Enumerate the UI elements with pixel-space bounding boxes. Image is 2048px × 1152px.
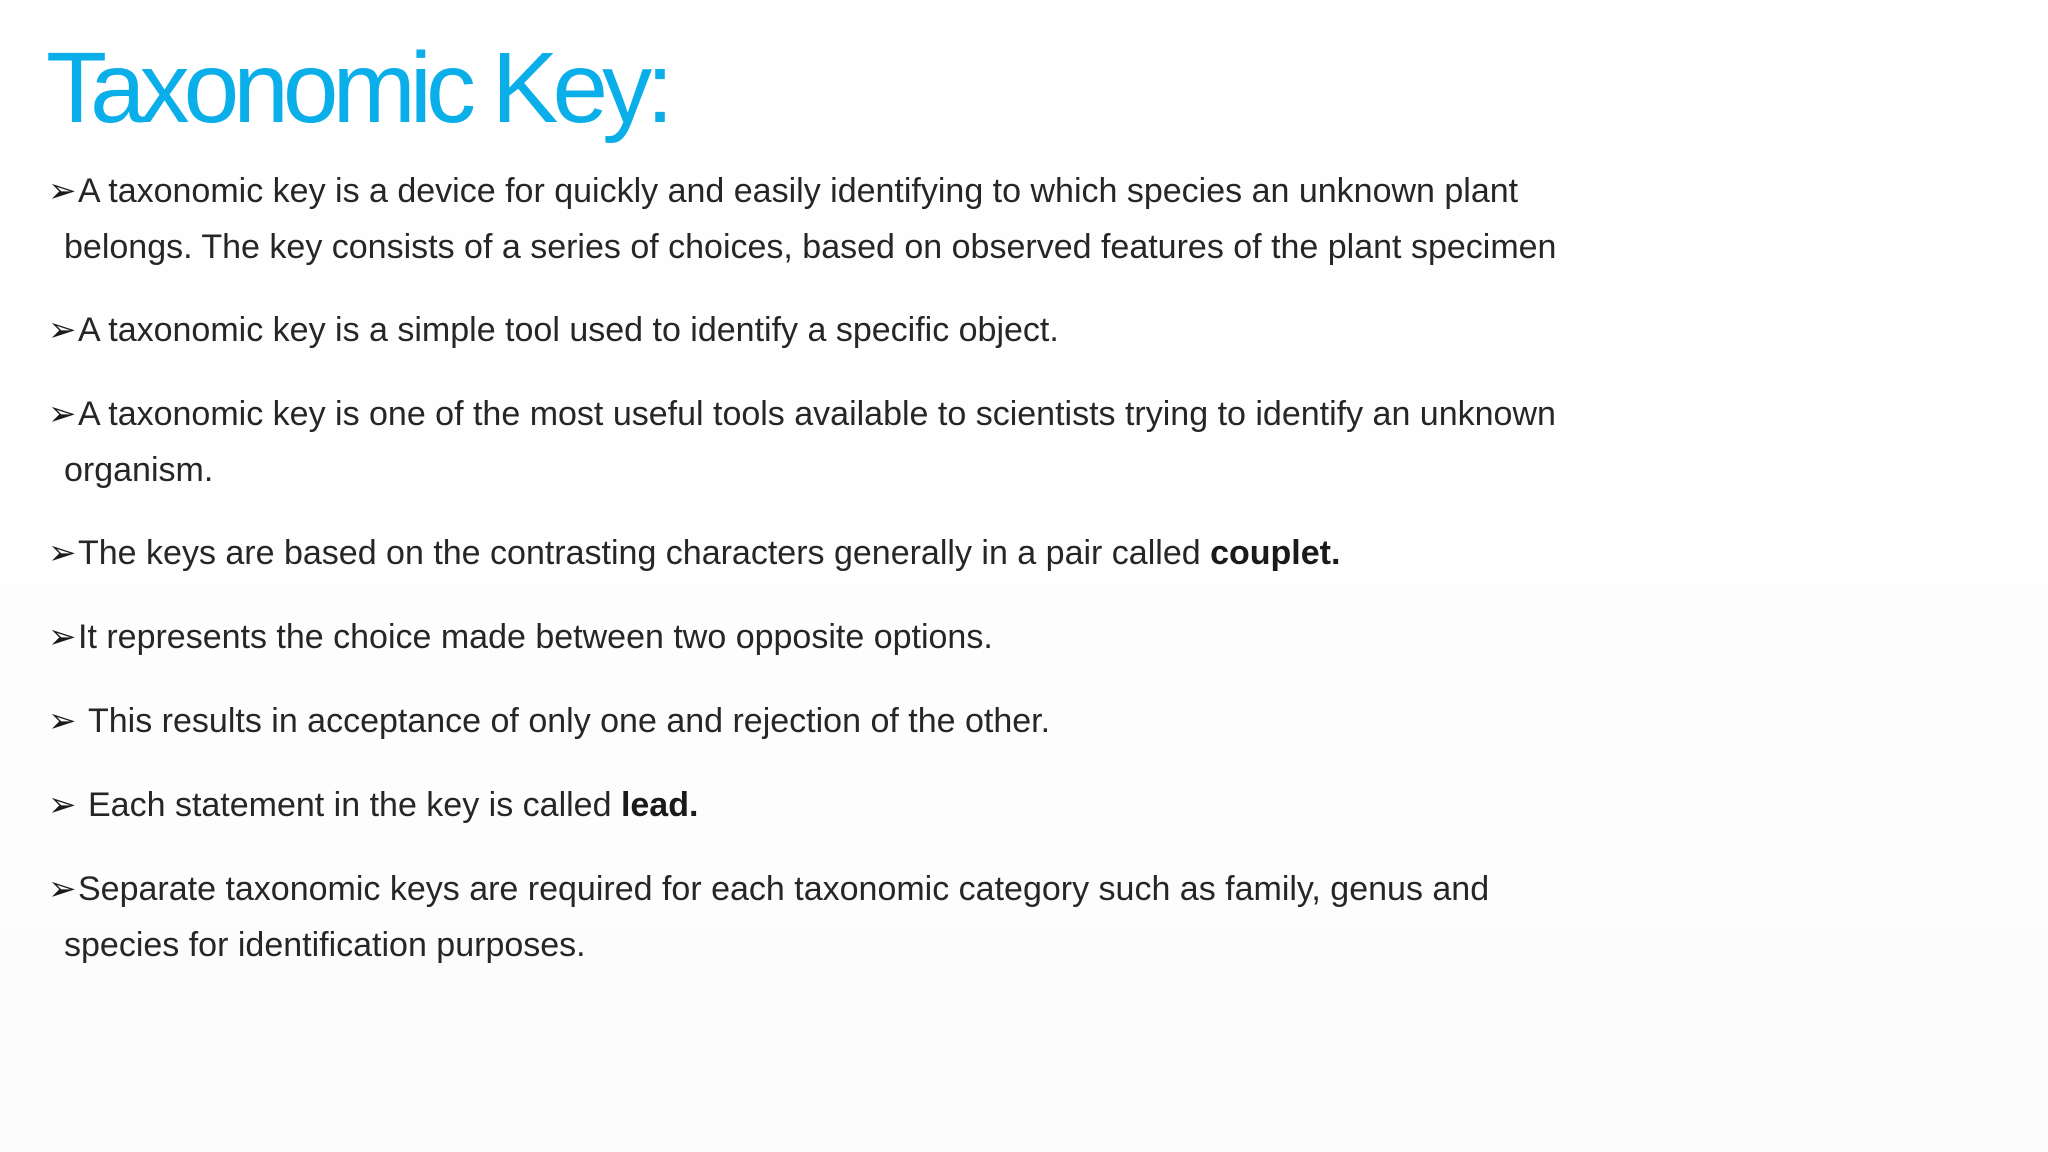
bullet-text: Each statement in the key is called: [88, 786, 621, 824]
bullet-text: This results in acceptance of only one and rejection of the other.: [88, 702, 1051, 740]
arrow-bullet-icon: ➢: [48, 618, 77, 656]
arrow-bullet-icon: ➢: [48, 870, 77, 908]
bullet-item: [48, 386, 1688, 498]
term-lead: lead.: [620, 786, 699, 824]
bullet-item: [48, 693, 1688, 749]
arrow-bullet-icon: ➢: [48, 786, 77, 824]
bullet-text: A taxonomic key is a device for quickly and easily identifying to which species an unknown plant: [78, 172, 1519, 210]
bullet-text: A taxonomic key is one of the most useful tools available to scientists trying to identify an unknown: [78, 395, 1556, 433]
bullet-item: [48, 525, 1688, 581]
bullet-text-continuation: belongs. The key consists of a series of choices, based on observed features of the plant specimen: [64, 228, 1557, 266]
arrow-bullet-icon: ➢: [48, 311, 77, 349]
bullet-item: [48, 302, 1688, 358]
bullet-text: A taxonomic key is a simple tool used to identify a specific object.: [78, 311, 1059, 349]
bullet-item: [48, 861, 1688, 973]
term-couplet: couplet.: [1210, 534, 1341, 572]
bullet-text: Separate taxonomic keys are required for each taxonomic category such as family, genus and: [78, 870, 1490, 908]
arrow-bullet-icon: ➢: [48, 395, 77, 433]
slide-title: Taxonomic Key:: [46, 32, 668, 144]
bullet-text: The keys are based on the contrasting characters generally in a pair called: [78, 534, 1211, 572]
arrow-bullet-icon: ➢: [48, 534, 77, 572]
bullet-text-continuation: species for identification purposes.: [64, 926, 586, 964]
bullet-text-continuation: organism.: [64, 451, 214, 489]
arrow-bullet-icon: ➢: [48, 702, 77, 740]
bullet-item: [48, 777, 1688, 833]
bullet-item: [48, 609, 1688, 665]
bullet-item: [48, 163, 1688, 275]
bullet-text: It represents the choice made between two opposite options.: [78, 618, 993, 656]
arrow-bullet-icon: ➢: [48, 172, 77, 210]
